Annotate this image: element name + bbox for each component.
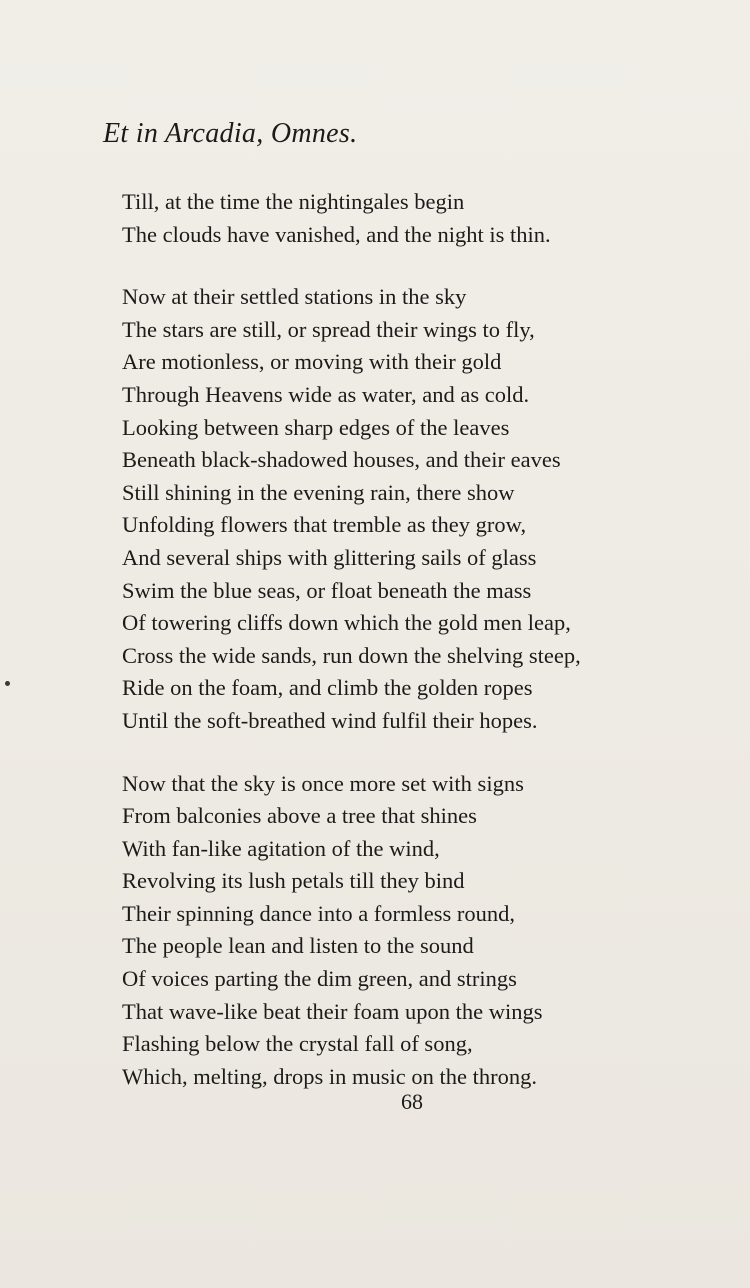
poem-line: Now that the sky is once more set with signs (122, 770, 524, 796)
poem-line: And several ships with glittering sails of glass (122, 544, 537, 570)
poem-line: Unfolding flowers that tremble as they grow, (122, 512, 527, 538)
poem-line: Which, melting, drops in music on the throng. (122, 1063, 537, 1089)
poem-body (122, 186, 722, 1093)
poem-line: Swim the blue seas, or float beneath the mass (122, 577, 532, 603)
stanza (122, 768, 722, 1094)
ink-speck (5, 681, 10, 686)
poem-line: Through Heavens wide as water, and as cold. (122, 381, 530, 407)
poem-line: Ride on the foam, and climb the golden ropes (122, 675, 533, 701)
page-number: 68 (401, 1089, 423, 1114)
poem-line: The clouds have vanished, and the night is thin. (122, 221, 551, 247)
poem-line: Of towering cliffs down which the gold men leap, (122, 610, 571, 636)
poem-line: From balconies above a tree that shines (122, 803, 477, 829)
stanza (122, 281, 722, 737)
poem-line: Of voices parting the dim green, and strings (122, 966, 517, 992)
poem-line: Still shining in the evening rain, there show (122, 479, 515, 505)
poem-line: Are motionless, or moving with their gold (122, 349, 502, 375)
poem-line: Beneath black-shadowed houses, and their eaves (122, 447, 561, 473)
poem-line: Looking between sharp edges of the leaves (122, 414, 510, 440)
poem-line: With fan-like agitation of the wind, (122, 835, 440, 861)
running-title: Et in Arcadia, Omnes. (103, 118, 358, 149)
poem-line: Till, at the time the nightingales begin (122, 189, 465, 214)
poem-line: Now at their settled stations in the sky (122, 284, 467, 310)
poem-line: Cross the wide sands, run down the shelving steep, (122, 642, 581, 668)
poem-line: That wave-like beat their foam upon the wings (122, 998, 543, 1024)
poem-line: The stars are still, or spread their wings to fly, (122, 316, 535, 342)
poem-line: Their spinning dance into a formless round, (122, 900, 516, 926)
poem-line: The people lean and listen to the sound (122, 933, 474, 959)
poem-line: Flashing below the crystal fall of song, (122, 1031, 473, 1057)
poem-line: Until the soft-breathed wind fulfil their hopes. (122, 707, 538, 733)
poem-line: Revolving its lush petals till they bind (122, 868, 465, 894)
stanza (122, 186, 722, 251)
